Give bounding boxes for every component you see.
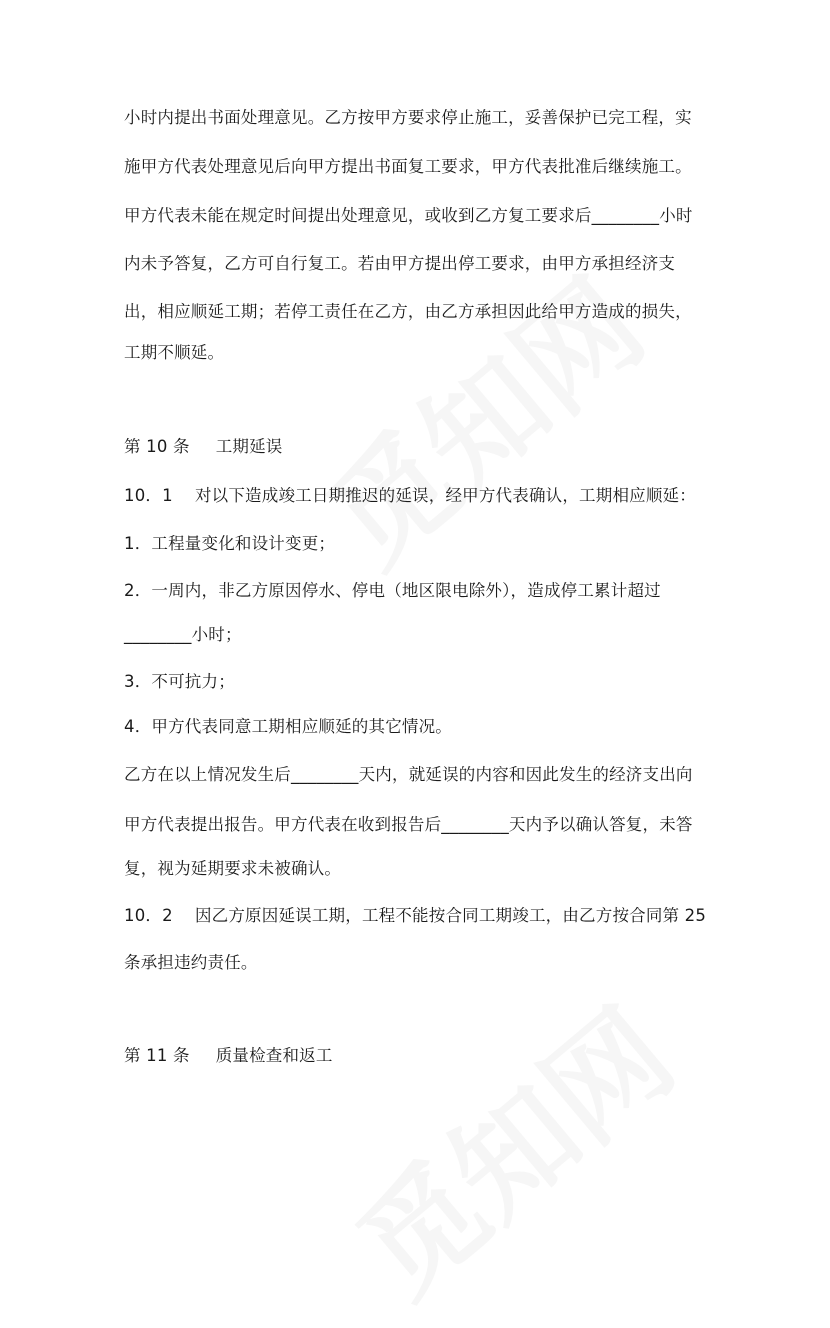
article-11-heading	[124, 1046, 333, 1066]
clause-line: 10．1 对以下造成竣工日期推迟的延误，经甲方代表确认，工期相应顺延：	[124, 486, 696, 505]
paragraph-line: 复，视为延期要求未被确认。	[124, 859, 342, 878]
paragraph-line: 乙方在以上情况发生后________天内，就延误的内容和因此发生的经济支出向	[124, 765, 693, 784]
article-title: 质量检查和返工	[215, 1046, 333, 1065]
list-item: ________小时；	[124, 625, 242, 644]
paragraph-line: 内未予答复，乙方可自行复工。若由甲方提出停工要求，由甲方承担经济支	[124, 254, 676, 273]
article-10-heading	[124, 437, 283, 457]
paragraph-line: 甲方代表未能在规定时间提出处理意见，或收到乙方复工要求后________小时	[124, 206, 693, 225]
list-item: 3．不可抗力；	[124, 672, 235, 691]
paragraph-line: 小时内提出书面处理意见。乙方按甲方要求停止施工，妥善保护已完工程，实	[124, 108, 692, 127]
paragraph-line: 施甲方代表处理意见后向甲方提出书面复工要求，甲方代表批准后继续施工。	[124, 157, 692, 176]
list-item: 4．甲方代表同意工期相应顺延的其它情况。	[124, 717, 452, 736]
clause-line: 10．2 因乙方原因延误工期，工程不能按合同工期竣工，由乙方按合同第 25	[124, 906, 707, 925]
paragraph-line: 甲方代表提出报告。甲方代表在收到报告后________天内予以确认答复，未答	[124, 815, 693, 834]
paragraph-line: 条承担违约责任。	[124, 953, 258, 972]
list-item: 1．工程量变化和设计变更；	[124, 534, 336, 553]
article-number: 第 10 条	[124, 437, 190, 456]
article-title: 工期延误	[215, 437, 283, 456]
article-number: 第 11 条	[124, 1046, 190, 1065]
paragraph-line: 工期不顺延。	[124, 343, 225, 362]
watermark-text	[287, 234, 673, 597]
paragraph-line: 出，相应顺延工期；若停工责任在乙方，由乙方承担因此给甲方造成的损失，	[124, 302, 692, 321]
watermark-text-bottom	[317, 964, 703, 1327]
list-item: 2．一周内，非乙方原因停水、停电（地区限电除外），造成停工累计超过	[124, 581, 661, 600]
